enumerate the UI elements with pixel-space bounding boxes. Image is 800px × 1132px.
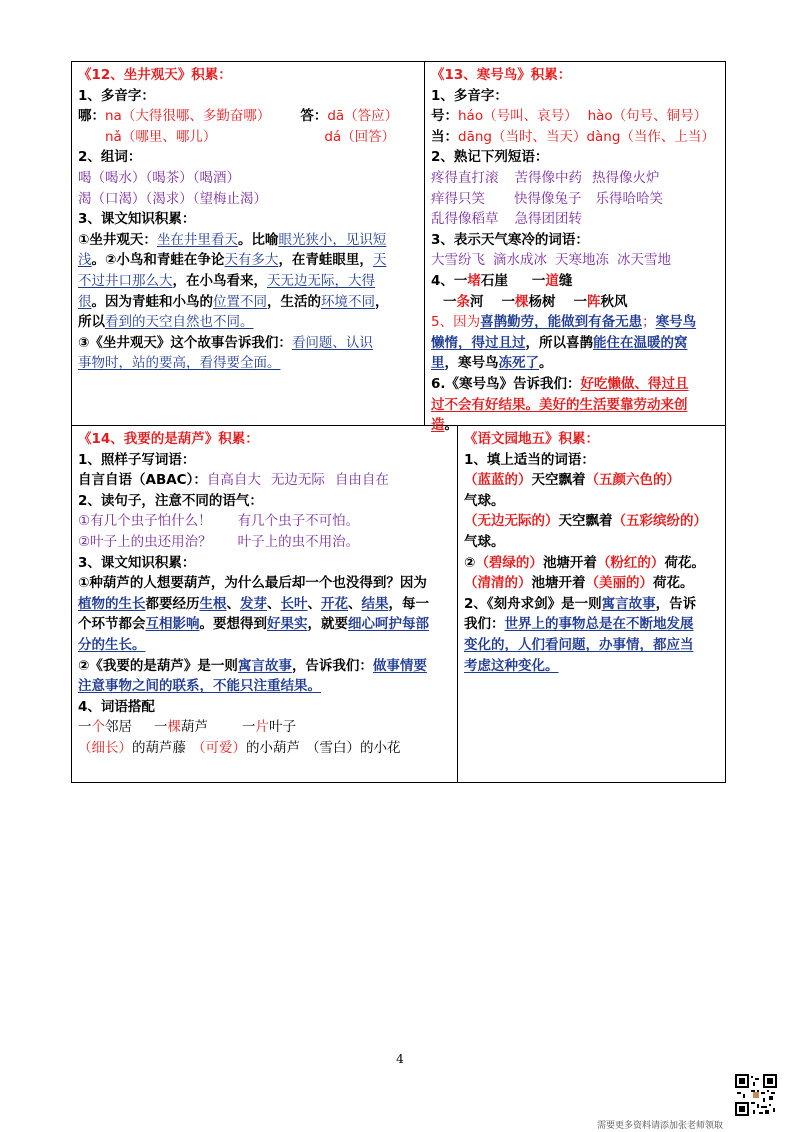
lesson-13-measure-row-1: 4、一堵石崖 一道缝 — [431, 272, 573, 289]
lesson-12-cell — [71, 61, 425, 426]
lesson-14-knowledge-line-1: ①种葫芦的人想要葫芦，为什么最后却一个也没得到？因为 — [78, 575, 427, 592]
garden-5-title: 《语文园地五》积累： — [464, 431, 599, 447]
lesson-13-moral-line-2: 过不会有好结果。美好的生活要靠劳动来创 — [431, 396, 688, 413]
lesson-13-phrases-row-1: 疼得直打滚 苦得像中药 热得像火炉 — [431, 169, 660, 186]
garden-5-story-line-4: 考虑这种变化。 — [464, 657, 559, 674]
lesson-13-knowledge-line-3: 里，寒号鸟冻死了。 — [431, 355, 553, 372]
lesson-13-knowledge-line-1: 5、因为喜鹊勤劳，能做到有备无患；寒号鸟 — [431, 314, 697, 331]
lesson-13-phrases-row-2: 痒得只笑 快得像兔子 乐得哈哈笑 — [431, 190, 663, 207]
lesson-12-knowledge-line-1: ①坐井观天：坐在井里看天。比喻眼光狭小，见识短 — [78, 231, 387, 248]
lesson-14-words-heading: 1、照样子写词语： — [78, 451, 196, 468]
lesson-12-words-thirst: 渴（口渴）（渴求）（望梅止渴） — [78, 190, 267, 207]
garden-5-fill-row-3: ②（碧绿的）池塘开着（粉红的）荷花。 — [464, 554, 705, 571]
lesson-14-cell — [71, 426, 458, 783]
lesson-13-cold-words: 大雪纷飞 滴水成冰 天寒地冻 冰天雪地 — [431, 252, 671, 269]
lesson-14-collocation-row-2: （细长）的葫芦藤 （可爱）的小葫芦 （雪白）的小花 — [78, 739, 401, 756]
lesson-14-knowledge-line-2: 植物的生长都要经历生根、发芽、长叶、开花、结果，每一 — [78, 595, 429, 612]
garden-5-fill-row-2-cont: 气球。 — [464, 533, 505, 550]
lesson-13-cold-heading: 3、表示天气寒冷的词语： — [431, 231, 589, 248]
garden-5-story-line-3: 变化的，人们看问题，办事情，都应当 — [464, 636, 694, 653]
lesson-12-knowledge-heading: 3、课文知识积累： — [78, 211, 196, 228]
lesson-13-polyphone-row-2: 当：dāng（当时、当天）dàng（当作、上当） — [431, 128, 715, 145]
lesson-12-words-heading: 2、组词： — [78, 149, 142, 166]
garden-5-story-line-1: 2、《刻舟求剑》是一则寓言故事，告诉 — [464, 595, 697, 612]
lesson-14-knowledge-heading: 3、课文知识积累： — [78, 554, 196, 571]
lesson-14-knowledge-line-4: 分的生长。 — [78, 636, 146, 653]
lesson-12-moral-line-2: 事物时，站的要高，看得要全面。 — [78, 355, 281, 372]
lesson-14-tone-heading: 2、读句子，注意不同的语气： — [78, 492, 263, 509]
lesson-14-abac-words: 自言自语（ABAC）：自高自大 无边无际 自由自在 — [78, 472, 389, 489]
lesson-13-cell — [425, 61, 726, 434]
garden-5-fill-row-2: （无边无际的）天空飘着（五彩缤纷的） — [464, 513, 707, 530]
lesson-13-polyphone-row-1: 号：háo（号叫、哀号） hào（句号、铜号） — [431, 108, 708, 125]
lesson-12-moral-line-1: ③《坐井观天》这个故事告诉我们：看问题、认识 — [78, 334, 373, 351]
lesson-14-collocation-row-1: 一个邻居 一棵葫芦 一片叶子 — [78, 719, 296, 736]
garden-5-fill-row-4: （清清的）池塘开着（美丽的）荷花。 — [464, 575, 694, 592]
lesson-12-words-drink: 喝（喝水）（喝茶）（喝酒） — [78, 169, 240, 186]
lesson-13-polyphone-heading: 1、多音字： — [431, 87, 508, 104]
lesson-13-moral-line-1: 6.《寒号鸟》告诉我们：好吃懒做、得过且 — [431, 375, 689, 392]
lesson-12-polyphone-heading: 1、多音字： — [78, 87, 155, 104]
lesson-12-knowledge-line-5: 所以看到的天空自然也不同。 — [78, 314, 254, 331]
garden-5-fill-row-1-cont: 气球。 — [464, 492, 505, 509]
lesson-14-tone-row-1: ①有几个虫子怕什么！ 有几个虫子不可怕。 — [78, 513, 360, 530]
lesson-13-knowledge-line-2: 懒惰，得过且过，所以喜鹊能住在温暖的窝 — [431, 334, 688, 351]
lesson-12-polyphone-row-2: nǎ（哪里、哪儿） dá（回答） — [105, 128, 396, 145]
lesson-14-moral-line-2: 注意事物之间的联系，不能只注重结果。 — [78, 678, 321, 695]
page-number: 4 — [396, 1052, 404, 1066]
lesson-13-phrases-row-3: 乱得像稻草 急得团团转 — [431, 211, 582, 228]
lesson-12-knowledge-line-4: 很。因为青蛙和小鸟的位置不同，生活的环境不同， — [78, 293, 389, 310]
garden-5-fill-heading: 1、填上适当的词语： — [464, 451, 595, 468]
lesson-13-measure-row-2: 一条河 一棵杨树 一阵秋风 — [443, 293, 628, 310]
lesson-12-title: 《12、坐井观天》积累： — [78, 67, 232, 83]
qr-code-icon — [735, 1074, 777, 1116]
lesson-14-knowledge-line-3: 个环节都会互相影响。要想得到好果实，就要细心呵护每部 — [78, 616, 429, 633]
garden-5-cell — [458, 426, 726, 783]
lesson-14-moral-line-1: ②《我要的是葫芦》是一则寓言故事，告诉我们：做事情要 — [78, 657, 427, 674]
lesson-13-moral-line-3: 造。 — [431, 417, 458, 434]
garden-5-fill-row-1: （蓝蓝的）天空飘着（五颜六色的） — [464, 472, 680, 489]
lesson-12-knowledge-line-3: 不过井口那么大，在小鸟看来，天无边无际，大得 — [78, 272, 375, 289]
lesson-14-title: 《14、我要的是葫芦》积累： — [78, 431, 259, 447]
lesson-14-tone-row-2: ②叶子上的虫还用治？ 叶子上的虫不用治。 — [78, 533, 360, 550]
footer-note: 需要更多资料请添加张老师领取 — [597, 1121, 724, 1131]
lesson-13-title: 《13、寒号鸟》积累： — [431, 67, 572, 83]
lesson-14-collocation-heading: 4、词语搭配 — [78, 698, 155, 715]
garden-5-story-line-2: 我们：世界上的事物总是在不断地发展 — [464, 616, 694, 633]
lesson-12-polyphone-row-1: 哪：na（大得很哪、多勤奋哪） 答：dā（答应） — [78, 108, 399, 125]
lesson-13-phrases-heading: 2、熟记下列短语： — [431, 149, 549, 166]
lesson-12-knowledge-line-2: 浅。②小鸟和青蛙在争论天有多大，在青蛙眼里，天 — [78, 252, 387, 269]
